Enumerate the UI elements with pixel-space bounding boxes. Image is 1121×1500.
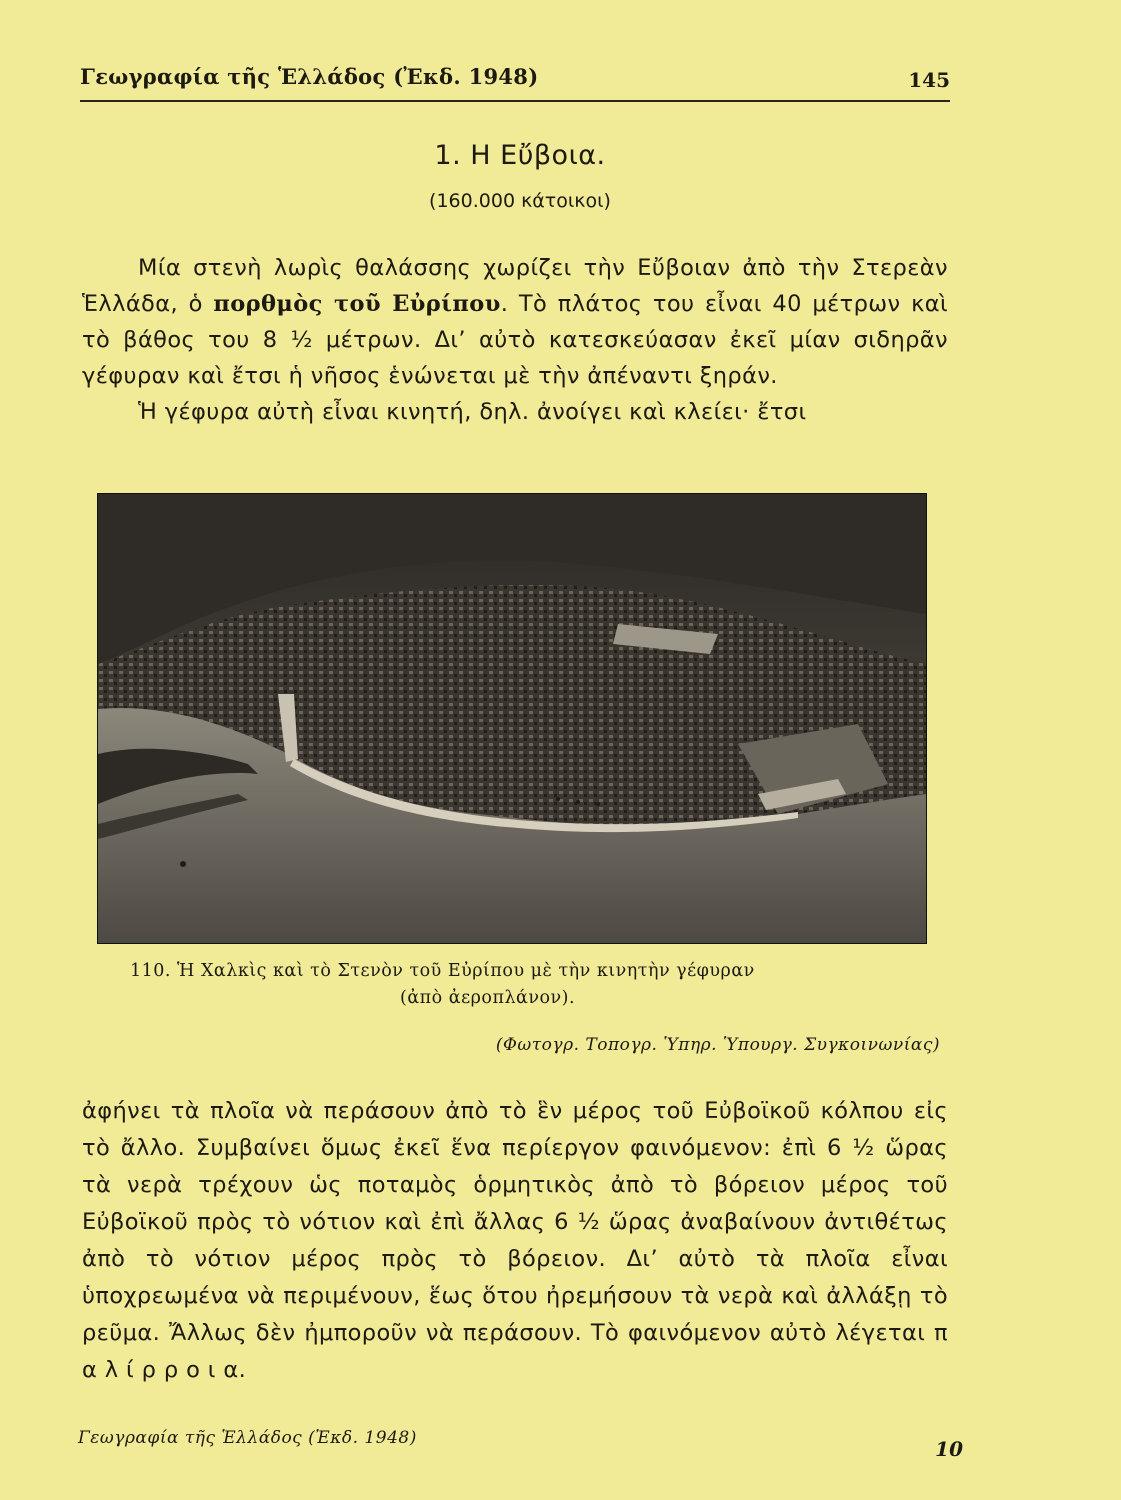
body-text-bottom (82, 1093, 948, 1389)
paragraph-1 (82, 250, 948, 394)
figure-caption-line-2: (ἀπὸ ἀεροπλάνον). (400, 988, 576, 1008)
aerial-photo-chalkis (97, 493, 927, 944)
figure-caption-line-1: 110. Ἡ Χαλκὶς καὶ τὸ Στενὸν τοῦ Εὐρίπου μὲ τὴν κινητὴν γέφυραν (130, 961, 755, 981)
paragraph-1-bold-term: πορθμὸς τοῦ Εὐρίπου (213, 291, 501, 317)
running-header-title: Γεωγραφία τῆς Ἑλλάδος (Ἐκδ. 1948) (80, 64, 539, 89)
paragraph-1-text: Μία στενὴ λωρὶς θαλάσσης χωρίζει τὴν Εὔβοιαν ἀπὸ τὴν Στερεὰν Ἑλλάδα, ὁ (82, 255, 948, 317)
footer-signature-title: Γεωγραφία τῆς Ἑλλάδος (Ἐκδ. 1948) (78, 1428, 417, 1448)
body-text-top (82, 250, 948, 430)
population-note: (160.000 κάτοικοι) (429, 190, 611, 212)
figure-caption (130, 958, 900, 1012)
paragraph-2: Ἡ γέφυρα αὐτὴ εἶναι κινητή, δηλ. ἀνοίγει καὶ κλείει· ἔτσι (138, 399, 807, 425)
paragraph-3: ἀφήνει τὰ πλοῖα νὰ περάσουν ἀπὸ τὸ ἓν μέρος τοῦ Εὐβοϊκοῦ κόλπου εἰς τὸ ἄλλο. Συμβαίνει ὅμως ἐκεῖ ἕνα περίεργον φαινόμενον: ἐπὶ 6 ½ ὥρας τὰ νερὰ τρέχουν ὡς ποταμὸς ὁρμητικὸς ἀπὸ τὸ βόρειον μέρος τοῦ Εὐβοϊκοῦ πρὸς τὸ νότιον καὶ ἐπὶ ἄλλας 6 ½ ὥρας ἀναβαίνουν ἀντιθέτως ἀπὸ τὸ νότιον μέρος πρὸς τὸ βόρειον. Δι’ αὐτὸ τὰ πλοῖα εἶναι ὑποχρεωμένα νὰ περιμένουν, ἕως ὅτου ἠρεμήσουν τὰ νερὰ καὶ ἀλλάξῃ τὸ ρεῦμα. Ἄλλως δὲν ἠμποροῦν νὰ περάσουν. Τὸ φαινόμενον αὐτὸ λέγεται π α λ ί ρ ρ ο ι α. (82, 1098, 948, 1383)
paragraph-1-text-end: . Τὸ πλάτος του εἶναι 40 μέτρων καὶ τὸ βάθος του 8 ½ μέτρων. Δι’ αὐτὸ κατεσκεύασαν ἐκεῖ μίαν σιδηρᾶν γέφυραν καὶ ἔτσι ἡ νῆσος ἑνώνεται μὲ τὴν ἀπέναντι ξηράν. (82, 291, 949, 389)
photo-credit: (Φωτογρ. Τοπογρ. Ὑπηρ. Ὑπουργ. Συγκοινωνίας) (495, 1035, 940, 1055)
aerial-photo-drawing (98, 494, 926, 943)
page-number: 145 (908, 68, 950, 92)
section-title: 1. Η Εὔβοια. (434, 140, 606, 171)
running-header (80, 62, 950, 102)
footer-sheet-number: 10 (935, 1437, 963, 1461)
